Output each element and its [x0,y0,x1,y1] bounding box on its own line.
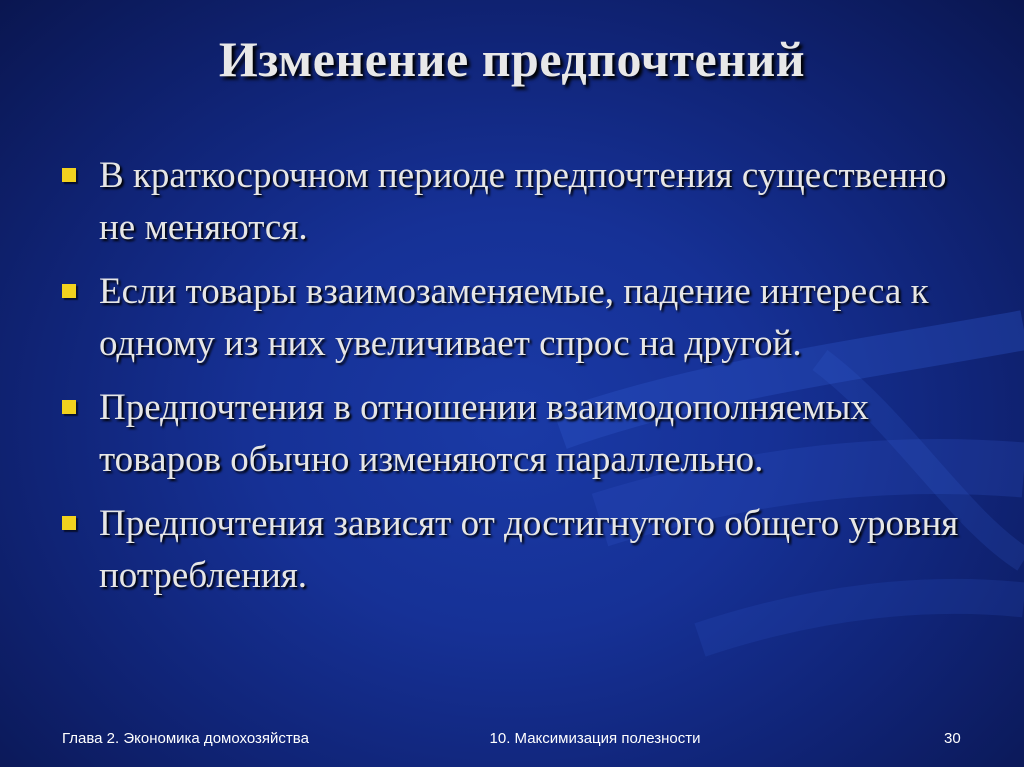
bullet-text: Если товары взаимозаменяемые, падение интереса к одному из них увеличивает спрос на другой. [99,271,929,364]
bullet-list [62,150,962,614]
bullet-text: Предпочтения зависят от достигнутого общего уровня потребления. [99,503,959,596]
bullet-text: В краткосрочном периоде предпочтения существенно не меняются. [99,155,947,248]
bullet-text: Предпочтения в отношении взаимодополняемых товаров обычно изменяются параллельно. [99,387,869,480]
page-number: 30 [944,730,961,747]
footer-chapter: Глава 2. Экономика домохозяйства [62,730,309,747]
bullet-item [62,266,962,370]
square-bullet-icon [62,400,76,414]
square-bullet-icon [62,284,76,298]
footer-section: 10. Максимизация полезности [489,730,701,747]
bullet-item [62,498,962,602]
square-bullet-icon [62,168,76,182]
bullet-item [62,150,962,254]
square-bullet-icon [62,516,76,530]
slide-title: Изменение предпочтений [218,31,806,87]
bullet-item [62,382,962,486]
